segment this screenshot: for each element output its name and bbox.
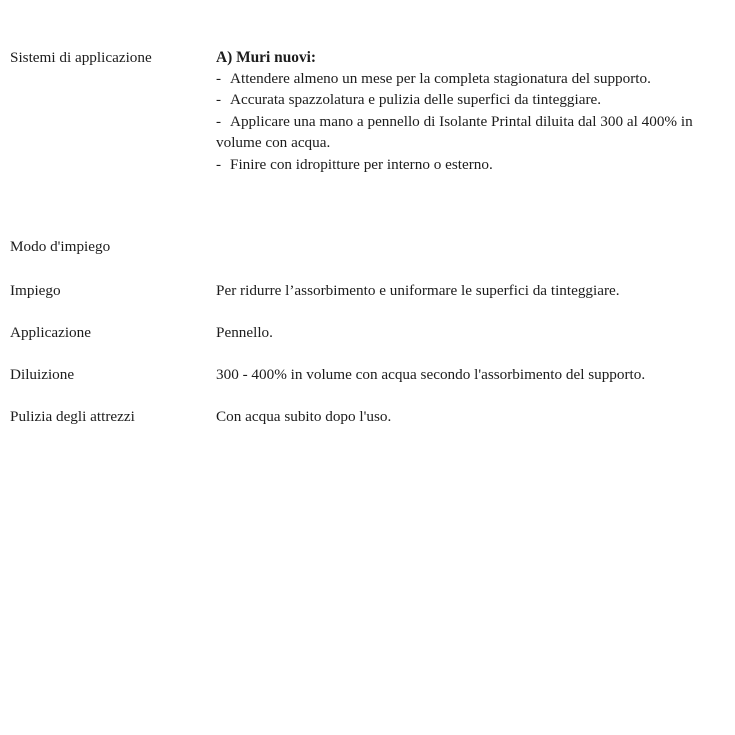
list-item-text: Finire con idropitture per interno o esterno.	[230, 155, 493, 173]
table-row	[0, 322, 735, 343]
usage-detail-rows	[0, 280, 735, 427]
list-item	[216, 68, 721, 89]
list-item	[216, 154, 721, 175]
list-item-text: Attendere almeno un mese per la completa stagionatura del supporto.	[230, 70, 651, 87]
row-label: Diluizione	[10, 366, 75, 383]
systems-application-label: Sistemi di applicazione	[10, 49, 152, 66]
usage-section-heading: Modo d'impiego	[10, 238, 111, 255]
table-row	[0, 406, 735, 427]
row-label: Pulizia degli attrezzi	[10, 408, 135, 425]
table-row	[0, 364, 735, 385]
list-item	[216, 111, 721, 154]
bullet-marker-icon: -	[216, 155, 222, 173]
row-value: Pennello.	[216, 324, 273, 341]
bullet-marker-icon: -	[216, 91, 222, 109]
bullet-marker-icon: -	[216, 112, 222, 130]
row-label: Impiego	[10, 282, 61, 299]
row-value: Per ridurre l’assorbimento e uniformare le superfici da tinteggiare.	[216, 282, 620, 299]
list-item-text: Applicare una mano a pennello di Isolante Printal diluita dal 300 al 400% in volume con acqua.	[216, 112, 693, 152]
row-value: Con acqua subito dopo l'uso.	[216, 408, 392, 425]
systems-application-content	[216, 47, 735, 175]
systems-bullet-list	[216, 68, 721, 175]
table-row	[0, 280, 735, 301]
list-item-text: Accurata spazzolatura e pulizia delle superfici da tinteggiare.	[230, 91, 602, 109]
systems-heading: A) Muri nuovi:	[216, 49, 317, 66]
bullet-marker-icon: -	[216, 70, 222, 87]
row-label: Applicazione	[10, 324, 91, 341]
systems-application-row	[0, 47, 735, 175]
list-item	[216, 89, 721, 110]
row-value: 300 - 400% in volume con acqua secondo l'assorbimento del supporto.	[216, 366, 646, 383]
